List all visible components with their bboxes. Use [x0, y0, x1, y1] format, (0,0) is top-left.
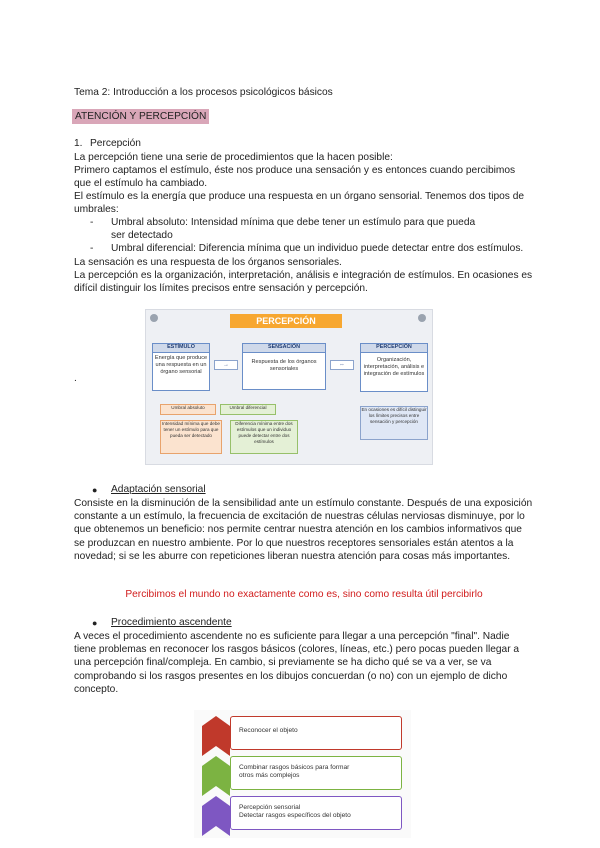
estimulo-header: ESTÍMULO [152, 343, 210, 353]
paragraph: La sensación es una respuesta de los órganos sensoriales. [74, 257, 342, 268]
step-text: otros más complejos [239, 772, 300, 779]
paragraph: La percepción es la organización, interpretación, análisis e integración de estímulos. En ocasiones es difícil distinguir los límites precisos entre sensación y percepción. [74, 270, 533, 295]
document-title: Tema 2: Introducción a los procesos psicológicos básicos [74, 87, 333, 98]
perception-diagram [145, 309, 433, 465]
gear-icon [418, 314, 426, 322]
paragraph: A veces el procedimiento ascendente no es suficiente para llegar a una percepción "final". Nadie tiene problemas en reconocer los rasgos básicos (colores, líneas, etc.) pero pocas pueden llegar a una percepción final/compleja. En cambio, si previamente se ha dicho qué se va a ver, se va comprobando si los rasgos presentes en los dibujos concuerdan (o no) con un ejemplo de dicho concepto. [74, 631, 520, 695]
step-box [230, 716, 402, 750]
step-box [230, 796, 402, 830]
estimulo-box: Energía que produce una respuesta en un órgano sensorial [152, 352, 210, 391]
diagram-title: PERCEPCIÓN [230, 314, 342, 328]
list-dash: - [90, 217, 94, 228]
percepcion-header: PERCEPCIÓN [360, 343, 428, 353]
umbral-diferencial-definition: Diferencia mínima entre dos estímulos que un individuo puede detectar entre dos estímulos [230, 420, 298, 454]
umbral-diferencial-box: Umbral diferencial [220, 404, 276, 415]
stray-dot: . [74, 373, 77, 384]
step-text: Detectar rasgos específicos del objeto [239, 812, 351, 819]
step-box [230, 756, 402, 790]
section-heading: ATENCIÓN Y PERCEPCIÓN [72, 109, 209, 124]
section-title: Percepción [90, 138, 141, 149]
list-dash: - [90, 243, 94, 254]
paragraph: Consiste en la disminución de la sensibilidad ante un estímulo constante. Después de una exposición constante a un estímulo, la frecuencia de excitación de nuestras células nerviosas disminuye, por lo que obtenemos un beneficio: nos permite centrar nuestra atención en los cambios informativos que se produzcan en nuestro ambiente. Por lo que nuestros receptores sensoriales están atentos a la novedad; si se les aburre con repeticiones liberan nuestra atención para cosas más importantes. [74, 498, 533, 562]
ascending-process-diagram [194, 710, 411, 838]
subheading: Procedimiento ascendente [111, 617, 232, 628]
section-number: 1. [74, 138, 83, 149]
note-box: En ocasiones es difícil distinguir los límites precisos entre sensación y percepción [360, 406, 428, 440]
section-1-heading [74, 137, 534, 150]
paragraph: La percepción tiene una serie de procedimientos que la hacen posible: [74, 152, 393, 163]
step-text: Reconocer el objeto [239, 727, 298, 734]
list-item: Umbral absoluto: Intensidad mínima que debe tener un estímulo para que pueda ser detectado [111, 217, 476, 242]
chevron-red-icon [202, 716, 230, 756]
step-text: Combinar rasgos básicos para formar [239, 764, 350, 771]
chevron-green-icon [202, 756, 230, 796]
sensacion-box: Respuesta de los órganos sensoriales [242, 352, 326, 390]
umbral-absoluto-box: Umbral absoluto [160, 404, 216, 415]
highlight-quote: Percibimos el mundo no exactamente como es, sino como resulta útil percibirlo [125, 589, 483, 600]
percepcion-box: Organización, interpretación, análisis e integración de estímulos [360, 352, 428, 392]
double-arrow-icon: ⇔ [330, 360, 354, 370]
umbral-absoluto-definition: Intensidad mínima que debe tener un estímulo para que pueda ser detectado [160, 420, 222, 454]
bullet-icon: ● [92, 618, 98, 628]
gear-icon [150, 314, 158, 322]
list-item: Umbral diferencial: Diferencia mínima que un individuo puede detectar entre dos estímulos. [111, 243, 524, 254]
paragraph: Primero captamos el estímulo, éste nos produce una sensación y es entonces cuando percibimos que el estímulo ha cambiado. [74, 165, 516, 190]
paragraph: El estímulo es la energía que produce una respuesta en un órgano sensorial. Tenemos dos tipos de umbrales: [74, 191, 525, 216]
arrow-right-icon: → [214, 360, 238, 370]
subheading: Adaptación sensorial [111, 484, 206, 495]
bullet-icon: ● [92, 485, 98, 495]
sensacion-header: SENSACIÓN [242, 343, 326, 353]
chevron-purple-icon [202, 796, 230, 836]
step-text: Percepción sensorial [239, 804, 301, 811]
